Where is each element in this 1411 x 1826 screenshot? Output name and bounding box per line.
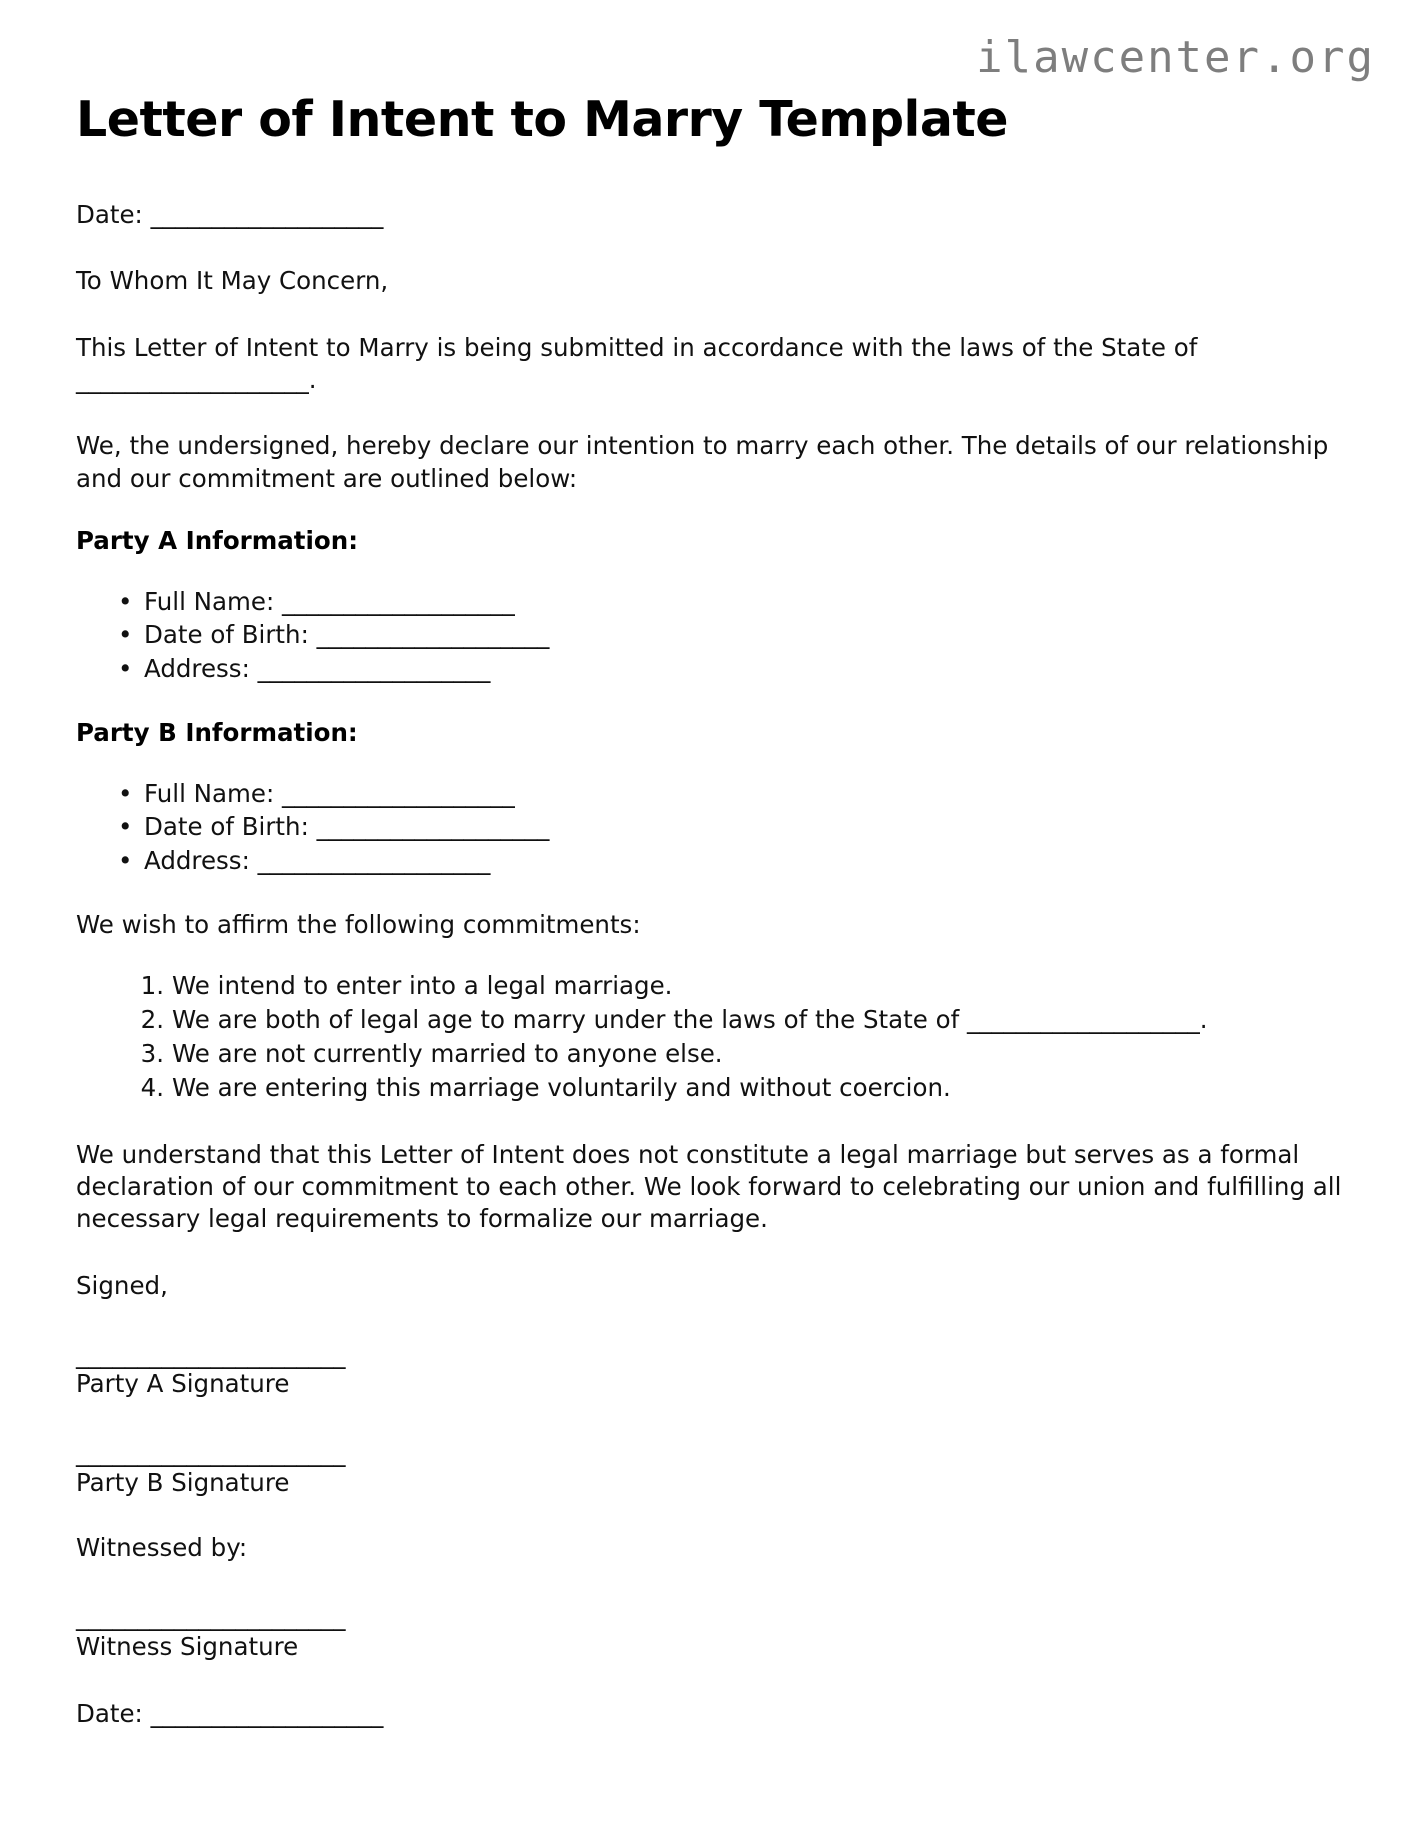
witnessed-by-label: Witnessed by: — [76, 1533, 248, 1563]
party-b-signature-block — [76, 1437, 1342, 1498]
site-watermark: ilawcenter.org — [976, 32, 1375, 83]
party-a-signature-block — [76, 1339, 1342, 1400]
list-item[interactable]: We are both of legal age to marry under the laws of the State of ___________________. — [172, 1005, 1208, 1035]
page-title: Letter of Intent to Marry Template — [76, 91, 1009, 148]
witness-signature-label: Witness Signature — [76, 1631, 299, 1661]
signed-label: Signed, — [76, 1270, 168, 1300]
list-item: We are not currently married to anyone else. — [172, 1038, 723, 1068]
final-date-field-line[interactable]: Date: ___________________ — [76, 1699, 384, 1729]
list-item[interactable]: • Date of Birth: ___________________ — [144, 620, 1342, 649]
party-a-heading: Party A Information: — [76, 525, 358, 555]
party-a-signature-label: Party A Signature — [76, 1369, 290, 1399]
list-item: We intend to enter into a legal marriage. — [172, 971, 673, 1001]
list-item[interactable]: • Date of Birth: ___________________ — [144, 812, 1342, 841]
commitments-list — [76, 971, 1342, 1103]
party-b-heading: Party B Information: — [76, 717, 358, 747]
party-b-signature-label: Party B Signature — [76, 1467, 290, 1497]
party-b-signature-line[interactable]: ______________________ — [76, 1437, 346, 1467]
list-item: We are entering this marriage voluntarily and without coercion. — [172, 1072, 951, 1102]
salutation: To Whom It May Concern, — [76, 266, 389, 296]
witness-signature-block — [76, 1604, 1342, 1662]
witness-signature-line[interactable]: ______________________ — [76, 1602, 346, 1632]
party-a-fields — [76, 587, 1342, 683]
list-item[interactable]: • Full Name: ___________________ — [144, 779, 1342, 808]
party-a-signature-line[interactable]: ______________________ — [76, 1339, 346, 1369]
date-field-line[interactable]: Date: ___________________ — [76, 199, 384, 229]
intro-paragraph: This Letter of Intent to Marry is being submitted in accordance with the laws of the State of ___________________. — [76, 332, 1198, 394]
understanding-paragraph: We understand that this Letter of Intent does not constitute a legal marriage but serves as a formal declaration of our commitment to each other. We look forward to celebrating our union and fulfilling all necessary legal requirements to formalize our marriage. — [76, 1139, 1342, 1234]
declaration-paragraph: We, the undersigned, hereby declare our intention to marry each other. The details of our relationship and our commitment are outlined below: — [76, 431, 1329, 493]
commitments-intro: We wish to affirm the following commitments: — [76, 909, 641, 939]
document-body — [76, 91, 1342, 1730]
list-item[interactable]: • Address: ___________________ — [144, 654, 1342, 683]
party-b-fields — [76, 779, 1342, 875]
list-item[interactable]: • Address: ___________________ — [144, 846, 1342, 875]
list-item[interactable]: • Full Name: ___________________ — [144, 587, 1342, 616]
